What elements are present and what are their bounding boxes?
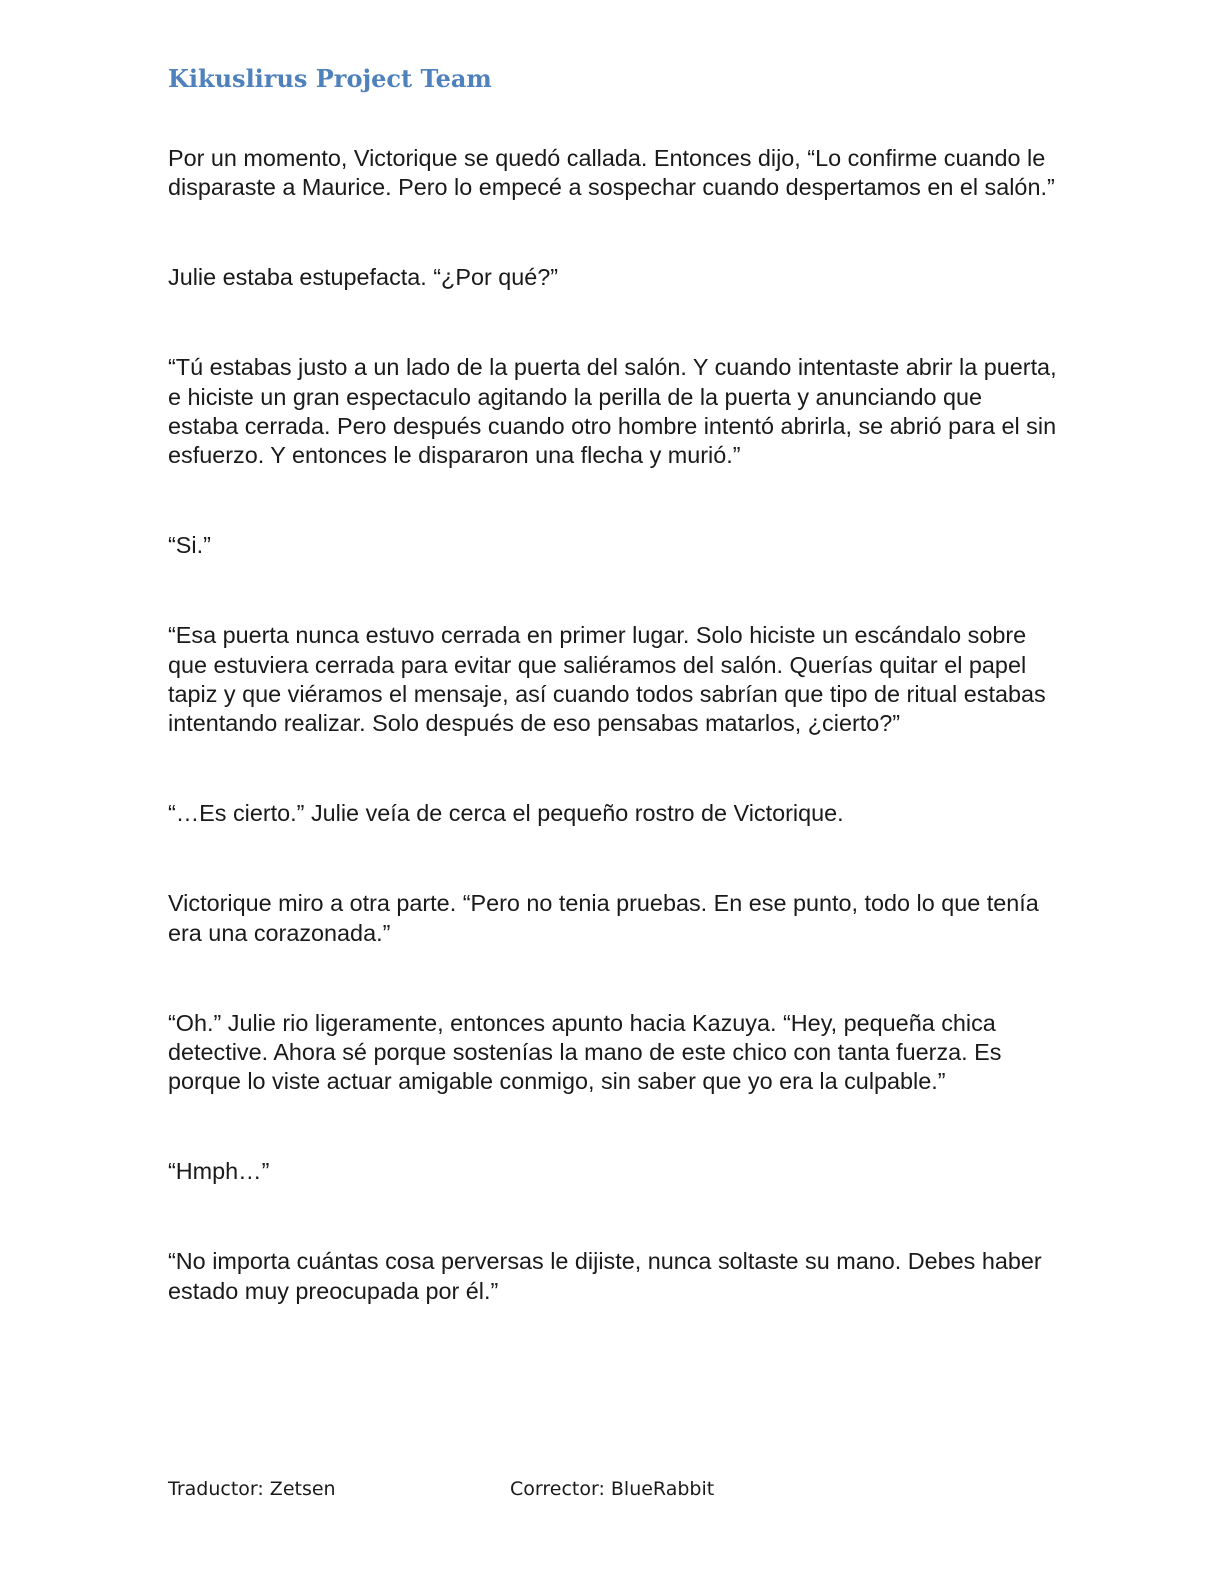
page-header-title: Kikuslirus Project Team xyxy=(168,64,492,93)
page-footer xyxy=(0,1478,1224,1508)
paragraph: “Esa puerta nunca estuvo cerrada en primer lugar. Solo hiciste un escándalo sobre que estuviera cerrada para evitar que saliéramos del salón. Querías quitar el papel tapiz y que viéramos el mensaje, así cuando todos sabrían que tipo de ritual estabas intentando realizar. Solo después de eso pensabas matarlos, ¿cierto?” xyxy=(168,622,1046,737)
paragraph: “No importa cuántas cosa perversas le dijiste, nunca soltaste su mano. Debes haber estado muy preocupada por él.” xyxy=(168,1248,1042,1304)
body-text xyxy=(168,144,1058,1306)
paragraph: “Tú estabas justo a un lado de la puerta del salón. Y cuando intentaste abrir la puerta, e hiciste un gran espectaculo agitando la perilla de la puerta y anunciando que estaba cerrada. Pero después cuando otro hombre intentó abrirla, se abrió para el sin esfuerzo. Y entonces le dispararon una flecha y murió.” xyxy=(168,354,1057,469)
footer-translator: Traductor: Zetsen xyxy=(168,1478,336,1500)
paragraph: “…Es cierto.” Julie veía de cerca el pequeño rostro de Victorique. xyxy=(168,800,844,827)
paragraph: Victorique miro a otra parte. “Pero no tenia pruebas. En ese punto, todo lo que tenía era una corazonada.” xyxy=(168,890,1039,946)
footer-corrector: Corrector: BlueRabbit xyxy=(510,1478,715,1500)
paragraph: “Oh.” Julie rio ligeramente, entonces apunto hacia Kazuya. “Hey, pequeña chica detective. Ahora sé porque sostenías la mano de este chico con tanta fuerza. Es porque lo viste actuar amigable conmigo, sin saber que yo era la culpable.” xyxy=(168,1009,1002,1095)
paragraph: “Hmph…” xyxy=(168,1158,270,1185)
paragraph: Julie estaba estupefacta. “¿Por qué?” xyxy=(168,264,559,291)
paragraph: Por un momento, Victorique se quedó callada. Entonces dijo, “Lo confirme cuando le disparaste a Maurice. Pero lo empecé a sospechar cuando despertamos en el salón.” xyxy=(168,145,1055,201)
paragraph: “Si.” xyxy=(168,532,211,559)
